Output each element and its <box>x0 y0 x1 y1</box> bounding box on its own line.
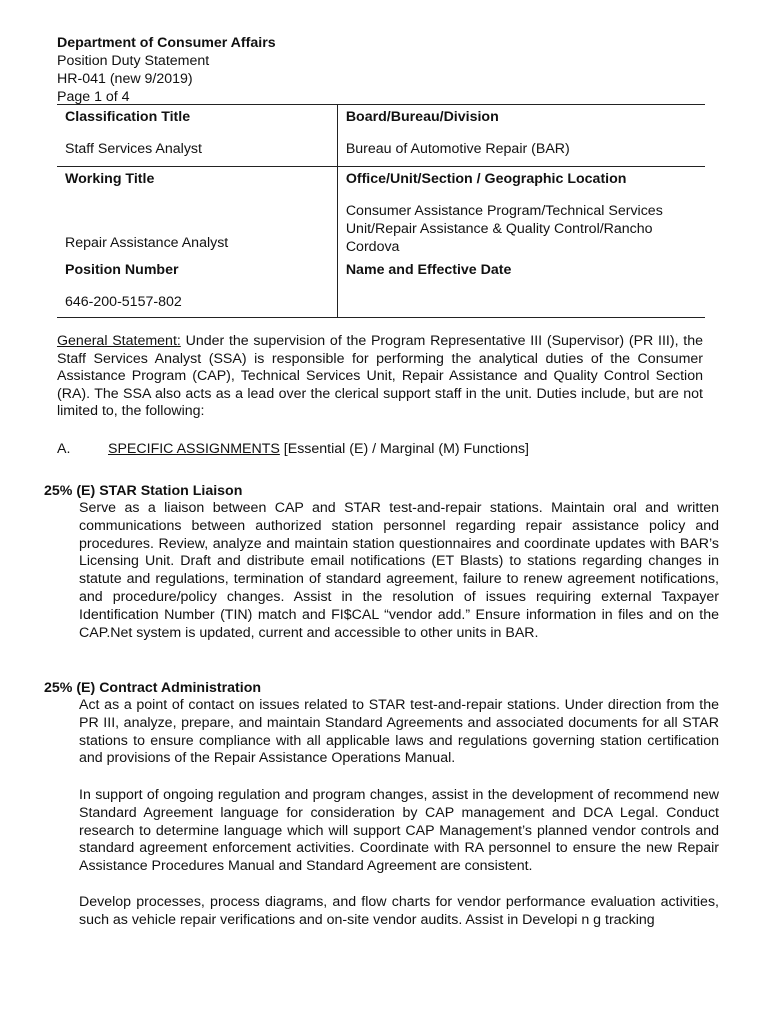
general-statement-text: Under the supervision of the Program Representative III (Supervisor) (PR III), the Staff Services Analyst (SSA) is responsible for performing the analytical duties of the Consumer Assistance Program (CAP), Technical Services Unit, Repair Assistance and Quality Control Section (RA). The SSA also acts as a lead over the clerical support staff in the unit. Duties include, but are not limited to, the following: <box>57 333 703 420</box>
classification-title-label: Classification Title <box>65 109 191 125</box>
section-a-letter: A. <box>57 441 71 457</box>
office-label: Office/Unit/Section / Geographic Location <box>345 171 627 187</box>
document-type: Position Duty Statement <box>57 53 210 69</box>
general-statement-label: General Statement: <box>57 333 181 349</box>
classification-title-value: Staff Services Analyst <box>65 141 202 157</box>
section-a-title: SPECIFIC ASSIGNMENTS <box>108 441 280 457</box>
document-header <box>57 34 276 106</box>
board-label: Board/Bureau/Division <box>345 109 499 125</box>
general-statement <box>57 333 703 421</box>
classification-title-cell <box>57 105 337 167</box>
position-number-cell <box>57 258 337 318</box>
task-paragraph: Develop processes, process diagrams, and flow charts for vendor performance evaluation activities, such as vehicle repair verifications and on-site vendor audits. Assist in Developi n g tracking <box>79 894 719 928</box>
position-number-label: Position Number <box>65 262 179 278</box>
board-value: Bureau of Automotive Repair (BAR) <box>345 141 570 157</box>
department-name: Department of Consumer Affairs <box>57 35 276 51</box>
working-title-cell <box>57 167 337 259</box>
office-cell <box>337 167 705 259</box>
task-paragraph: Serve as a liaison between CAP and STAR test-and-repair stations. Maintain oral and written communications between authorized station personnel regarding repair assistance policy and procedures. Review, analyze and maintain station questionnaires and coordinate updates with BAR’s Licensing Unit. Draft and distribute email notifications (ET Blasts) to stations regarding changes in statute and regulations, termination of standard agreement, failure to renew agreement notifications, and procedure/policy changes. Assist in the resolution of issues requiring external Taxpayer Identification Number (TIN) match and FI$CAL “vendor add.” Ensure information in files and on the CAP.Net system is updated, current and accessible to other units in BAR. <box>79 500 719 641</box>
task-title: 25% (E) STAR Station Liaison <box>44 483 243 499</box>
task-paragraph: Act as a point of contact on issues related to STAR test-and-repair stations. Under direction from the PR III, analyze, prepare, and maintain Standard Agreements and associated documents for all STAR stations to ensure compliance with all applicable laws and regulations governing station certification and provisions of the Repair Assistance Operations Manual. <box>79 697 719 767</box>
office-value: Consumer Assistance Program/Technical Services Unit/Repair Assistance & Quality Control/Rancho Cordova <box>345 203 663 255</box>
working-title-value: Repair Assistance Analyst <box>65 235 229 251</box>
task-paragraph: In support of ongoing regulation and program changes, assist in the development of recommend new Standard Agreement language for consideration by CAP management and DCA Legal. Conduct research to determine language which will support CAP Management’s planned vendor controls and standard agreement enforcement activities. Coordinate with RA personnel to ensure the new Repair Assistance Procedures Manual and Standard Agreement are consistent. <box>79 787 719 875</box>
name-date-cell <box>337 258 705 318</box>
position-info-table <box>57 104 705 318</box>
page-number: Page 1 of 4 <box>57 89 130 105</box>
board-cell <box>337 105 705 167</box>
task-title: 25% (E) Contract Administration <box>44 680 262 696</box>
section-a-heading <box>57 440 529 458</box>
form-number: HR-041 (new 9/2019) <box>57 71 193 87</box>
name-date-label: Name and Effective Date <box>345 262 512 278</box>
working-title-label: Working Title <box>65 171 155 187</box>
section-a-subtitle: [Essential (E) / Marginal (M) Functions] <box>279 441 529 457</box>
position-number-value: 646-200-5157-802 <box>65 294 182 310</box>
